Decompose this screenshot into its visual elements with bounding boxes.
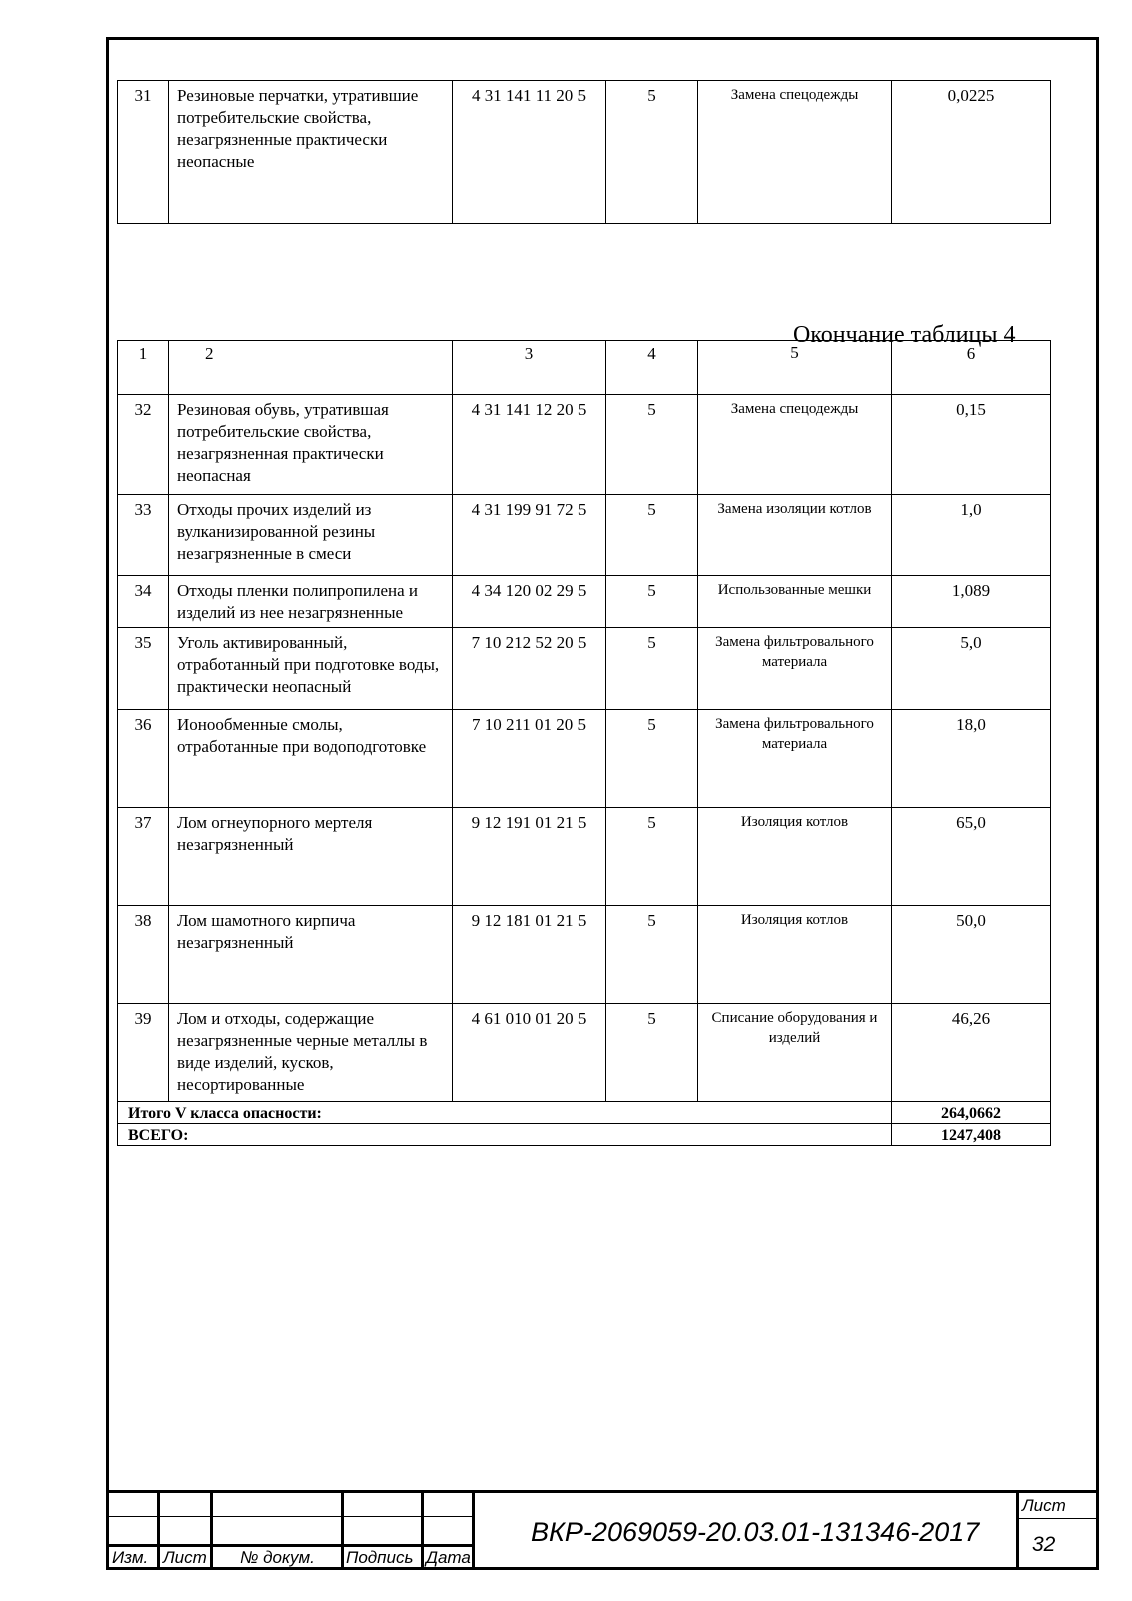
waste-source: Замена изоляции котлов: [698, 495, 892, 576]
title-block: [106, 1490, 1099, 1570]
total-row: [118, 1124, 1051, 1146]
column-header: 3: [453, 341, 606, 395]
total-row: [118, 1102, 1051, 1124]
row-number: 33: [118, 495, 169, 576]
table-row: [118, 395, 1051, 495]
waste-table: [117, 340, 1051, 1146]
table-row: [118, 710, 1051, 808]
waste-name: Отходы пленки полипропилена и изделий из нее незагрязненные: [169, 576, 453, 628]
total-label: ВСЕГО:: [118, 1124, 892, 1146]
hazard-class: 5: [606, 808, 698, 906]
waste-amount: 5,0: [892, 628, 1051, 710]
waste-name: Резиновые перчатки, утратившие потребительские свойства, незагрязненные практически неопасные: [169, 81, 453, 224]
waste-code: 4 31 141 12 20 5: [453, 395, 606, 495]
column-header: 5: [698, 341, 892, 395]
waste-source: Замена спецодежды: [698, 81, 892, 224]
waste-code: 7 10 212 52 20 5: [453, 628, 606, 710]
stamp-col-signature: Подпись: [346, 1548, 414, 1567]
row-number: 38: [118, 906, 169, 1004]
waste-code: 7 10 211 01 20 5: [453, 710, 606, 808]
sheet-label: Лист: [1022, 1496, 1066, 1515]
waste-name: Уголь активированный, отработанный при подготовке воды, практически неопасный: [169, 628, 453, 710]
sheet-number: 32: [1032, 1533, 1056, 1556]
waste-amount: 18,0: [892, 710, 1051, 808]
total-value: 1247,408: [892, 1124, 1051, 1146]
stamp-col-date: Дата: [426, 1548, 471, 1567]
waste-name: Отходы прочих изделий из вулканизированной резины незагрязненные в смеси: [169, 495, 453, 576]
waste-code: 4 61 010 01 20 5: [453, 1004, 606, 1102]
waste-source: Замена фильтровального материала: [698, 628, 892, 710]
column-header: 1: [118, 341, 169, 395]
waste-name: Лом и отходы, содержащие незагрязненные черные металлы в виде изделий, кусков, несортированные: [169, 1004, 453, 1102]
row-number: 35: [118, 628, 169, 710]
waste-name: Ионообменные смолы, отработанные при водоподготовке: [169, 710, 453, 808]
table-caption: Окончание таблицы 4: [793, 322, 1016, 348]
table-row: [118, 628, 1051, 710]
hazard-class: 5: [606, 1004, 698, 1102]
hazard-class: 5: [606, 495, 698, 576]
waste-code: 4 31 199 91 72 5: [453, 495, 606, 576]
table-row: [118, 906, 1051, 1004]
waste-code: 9 12 181 01 21 5: [453, 906, 606, 1004]
waste-name: Лом шамотного кирпича незагрязненный: [169, 906, 453, 1004]
stamp-col-doc-number: № докум.: [240, 1548, 315, 1567]
total-label: Итого V класса опасности:: [118, 1102, 892, 1124]
row-number: 31: [118, 81, 169, 224]
hazard-class: 5: [606, 395, 698, 495]
waste-source: Замена фильтровального материала: [698, 710, 892, 808]
column-header: 4: [606, 341, 698, 395]
row-number: 34: [118, 576, 169, 628]
stamp-col-sheet: Лист: [163, 1548, 207, 1567]
waste-amount: 0,0225: [892, 81, 1051, 224]
waste-name: Лом огнеупорного мертеля незагрязненный: [169, 808, 453, 906]
hazard-class: 5: [606, 81, 698, 224]
row-number: 36: [118, 710, 169, 808]
waste-amount: 0,15: [892, 395, 1051, 495]
waste-source: Использованные мешки: [698, 576, 892, 628]
hazard-class: 5: [606, 710, 698, 808]
total-value: 264,0662: [892, 1102, 1051, 1124]
waste-code: 9 12 191 01 21 5: [453, 808, 606, 906]
row-number: 32: [118, 395, 169, 495]
waste-source: Списание оборудования и изделий: [698, 1004, 892, 1102]
document-code: ВКР-2069059-20.03.01-131346-2017: [531, 1517, 980, 1547]
table-row: [118, 576, 1051, 628]
waste-amount: 46,26: [892, 1004, 1051, 1102]
hazard-class: 5: [606, 628, 698, 710]
row-number: 39: [118, 1004, 169, 1102]
waste-source: Изоляция котлов: [698, 808, 892, 906]
stamp-col-change: Изм.: [112, 1548, 149, 1567]
row-number: 37: [118, 808, 169, 906]
waste-source: Изоляция котлов: [698, 906, 892, 1004]
table-row: [118, 81, 1051, 224]
table-row: [118, 808, 1051, 906]
hazard-class: 5: [606, 906, 698, 1004]
waste-code: 4 34 120 02 29 5: [453, 576, 606, 628]
top-table: [117, 80, 1051, 224]
waste-amount: 1,089: [892, 576, 1051, 628]
waste-amount: 65,0: [892, 808, 1051, 906]
waste-code: 4 31 141 11 20 5: [453, 81, 606, 224]
column-header: 2: [169, 341, 453, 395]
header-row: [118, 341, 1051, 395]
waste-amount: 50,0: [892, 906, 1051, 1004]
waste-source: Замена спецодежды: [698, 395, 892, 495]
hazard-class: 5: [606, 576, 698, 628]
table-row: [118, 1004, 1051, 1102]
waste-name: Резиновая обувь, утратившая потребительские свойства, незагрязненная практически неопасная: [169, 395, 453, 495]
table-row: [118, 495, 1051, 576]
waste-amount: 1,0: [892, 495, 1051, 576]
column-header: 6: [892, 341, 1051, 395]
